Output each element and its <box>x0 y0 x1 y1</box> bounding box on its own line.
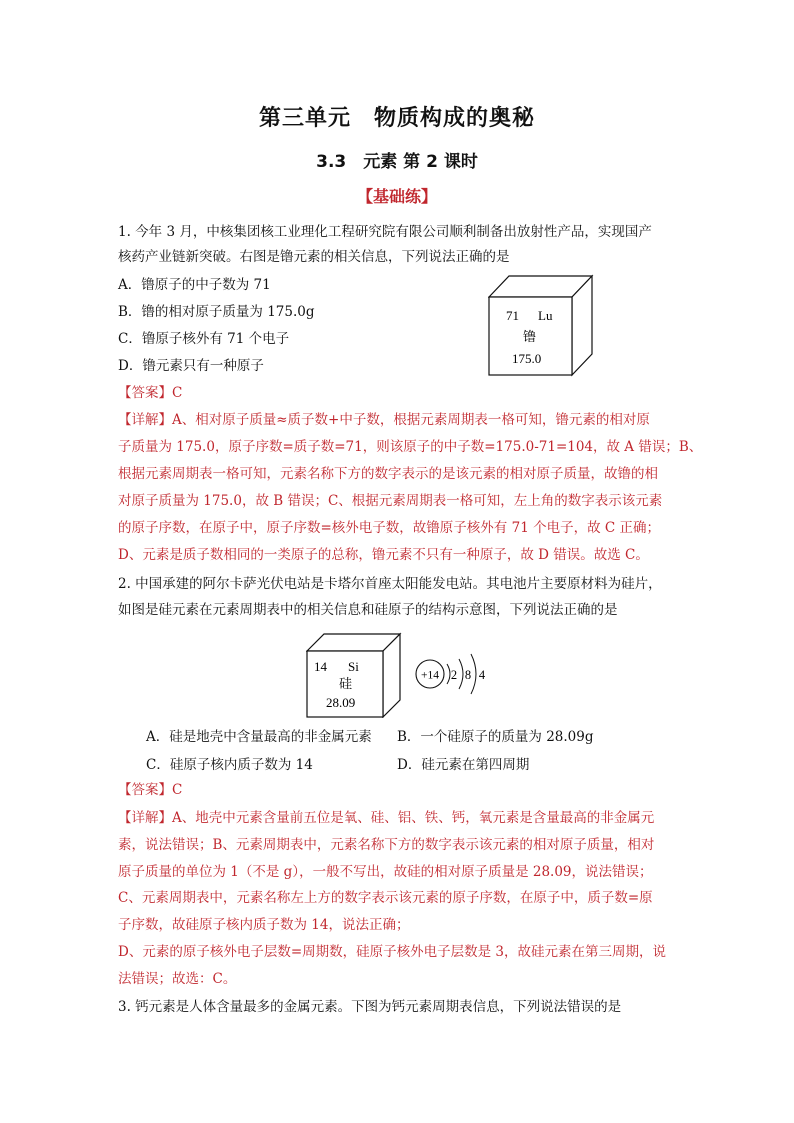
section-heading: 【基础练】 <box>356 187 437 206</box>
q2-explain-line6: D、元素的原子核外电子层数=周期数，硅原子核外电子层数是 3，故硅元素在第三周期，说 <box>118 944 667 960</box>
q2-stem-line1: 2. 中国承建的阿尔卡萨光伏电站是卡塔尔首座太阳能发电站。其电池片主要原材料为硅片， <box>118 576 662 592</box>
q1-explain-label: 【详解】 <box>118 412 172 428</box>
lu-atomic-mass: 175.0 <box>512 351 542 366</box>
q1-answer <box>118 383 182 403</box>
q2-explain-label: 【详解】 <box>118 810 172 826</box>
q2-explain-line5: 子序数，故硅原子核内质子数为 14，说法正确； <box>118 917 410 933</box>
q1-answer-label: 【答案】 <box>118 385 172 401</box>
q1-explain-line3: 根据元素周期表一格可知，元素名称下方的数字表示的是该元素的相对原子质量，故镥的相 <box>118 466 658 482</box>
q2-answer <box>118 780 182 800</box>
q2-explain-line1: 【详解】A、地壳中元素含量前五位是氧、硅、铝、铁、钙，氧元素是含量最高的非金属元 <box>118 810 655 826</box>
shell-3-electrons: 4 <box>478 668 486 682</box>
q1-stem-line2: 核药产业链新突破。右图是镥元素的相关信息，下列说法正确的是 <box>118 249 510 265</box>
q1-stem-line1: 1. 今年 3 月，中核集团核工业理化工程研究院有限公司顺利制备出放射性产品，实现国产 <box>118 224 652 240</box>
q1-explain-line6: D、元素是质子数相同的一类原子的总称，镥元素不只有一种原子，故 D 错误。故选 C。 <box>118 547 649 563</box>
q2-explain-line7: 法错误；故选：C。 <box>118 971 237 987</box>
lu-element-cube <box>488 274 598 378</box>
q1-explain-line1: 【详解】A、相对原子质量≈质子数+中子数，根据元素周期表一格可知，镥元素的相对原 <box>118 412 650 428</box>
lu-name: 镥 <box>523 330 537 345</box>
q2-answer-value: C <box>172 782 183 798</box>
q2-explain-line4: C、元素周期表中，元素名称左上方的数字表示该元素的原子序数，在原子中，质子数=原 <box>118 890 653 906</box>
page-title: 第三单元 物质构成的奥秘 <box>258 106 535 131</box>
electron-shell-3 <box>471 654 476 694</box>
q1-option-b: B．镥的相对原子质量为 175.0g <box>118 304 315 320</box>
lesson-subtitle: 3.3 元素 第 2 课时 <box>316 152 478 172</box>
q2-option-c: C．硅原子核内质子数为 14 <box>146 757 313 773</box>
q1-explain-line5: 的原子序数，在原子中，原子序数=核外电子数，故镥原子核外有 71 个电子，故 C 正确； <box>118 520 660 536</box>
nucleus-charge: +14 <box>421 669 439 682</box>
si-atomic-number: 14 <box>314 659 327 674</box>
q2-explain-line3: 原子质量的单位为 1（不是 g），一般不写出，故硅的相对原子质量是 28.09，说法错误； <box>118 864 653 880</box>
q1-explain-line4: 对原子质量为 175.0，故 B 错误；C、根据元素周期表一格可知，左上角的数字表示该元素 <box>118 493 663 509</box>
q1-answer-value: C <box>172 385 183 401</box>
q3-stem: 3. 钙元素是人体含量最多的金属元素。下图为钙元素周期表信息，下列说法错误的是 <box>118 999 622 1015</box>
electron-shell-1 <box>447 664 450 684</box>
lu-symbol: Lu <box>538 308 553 323</box>
q1-option-a: A．镥原子的中子数为 71 <box>118 277 271 293</box>
q2-answer-label: 【答案】 <box>118 782 172 798</box>
q1-explain-line2: 子质量为 175.0，原子序数=质子数=71，则该原子的中子数=175.0-71=104，故 A 错误；B、 <box>118 439 703 455</box>
shell-2-electrons: 8 <box>464 668 472 682</box>
q2-option-a: A．硅是地壳中含量最高的非金属元素 <box>146 729 372 745</box>
si-atom-structure-diagram <box>412 650 496 700</box>
shell-1-electrons: 2 <box>450 668 458 682</box>
si-symbol: Si <box>348 659 359 674</box>
q2-explain-line2: 素，说法错误；B、元素周期表中，元素名称下方的数字表示该元素的相对原子质量，相对 <box>118 837 655 853</box>
q1-option-c: C．镥原子核外有 71 个电子 <box>118 331 290 347</box>
si-element-cube <box>306 632 402 718</box>
si-atomic-mass: 28.09 <box>326 695 356 710</box>
q2-option-d: D．硅元素在第四周期 <box>397 757 530 773</box>
si-name: 硅 <box>339 677 353 692</box>
q1-option-d: D．镥元素只有一种原子 <box>118 358 264 374</box>
q2-stem-line2: 如图是硅元素在元素周期表中的相关信息和硅原子的结构示意图，下列说法正确的是 <box>118 602 618 618</box>
electron-shell-2 <box>459 659 463 689</box>
lu-atomic-number: 71 <box>506 308 519 323</box>
q2-option-b: B．一个硅原子的质量为 28.09g <box>397 729 594 745</box>
